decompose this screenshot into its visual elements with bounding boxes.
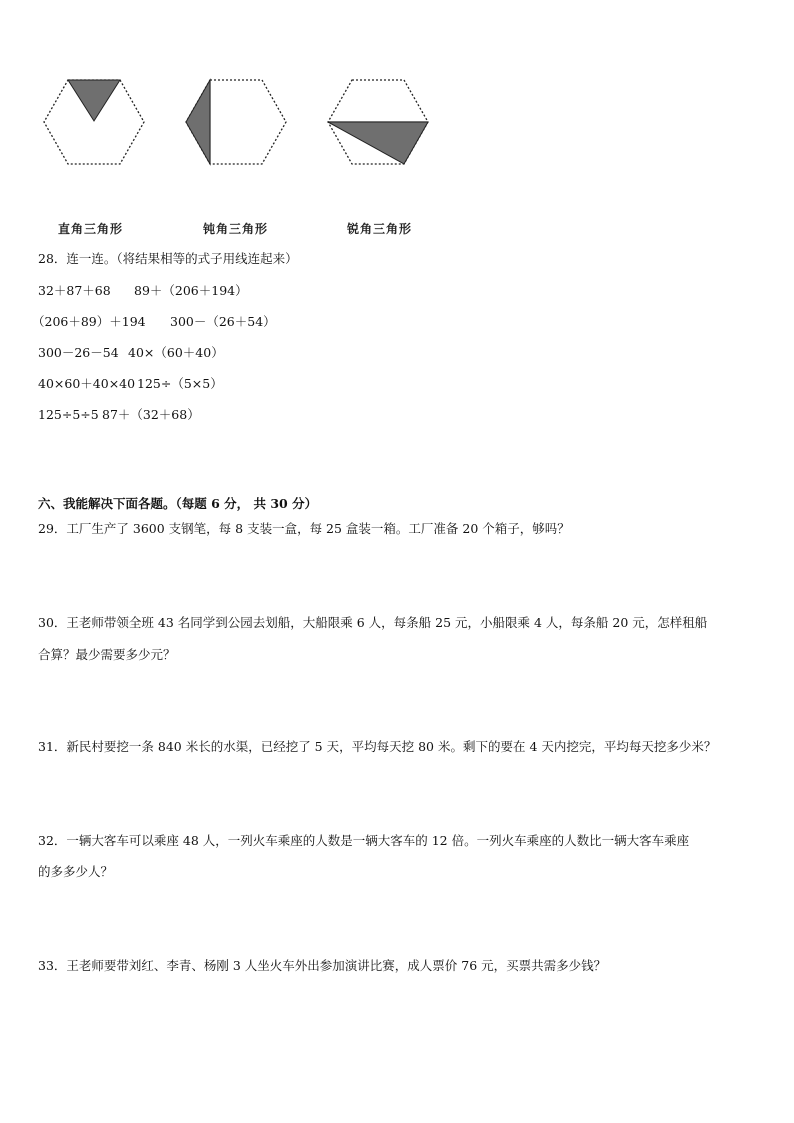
question-31: 31．新民村要挖一条 840 米长的水渠，已经挖了 5 天，平均每天挖 80 米。剩下的要在 4 天内挖完，平均每天挖多少米？ bbox=[38, 739, 717, 754]
q28-left-4: 40×60＋40×40 bbox=[38, 376, 136, 391]
q28-right-2: 300－（26＋54） bbox=[170, 314, 276, 329]
section-heading: 六、我能解决下面各题。（每题 6 分， 共 30 分） bbox=[38, 496, 318, 511]
q28-right-5: 87＋（32＋68） bbox=[102, 407, 200, 422]
figure-label-obtuse: 钝角三角形 bbox=[203, 222, 269, 236]
q28-right-1: 89＋（206＋194） bbox=[134, 283, 248, 298]
q28-left-2: （206＋89）＋194 bbox=[32, 314, 146, 329]
figure-label-right: 直角三角形 bbox=[58, 222, 124, 236]
q28-title: 28．连一连。（将结果相等的式子用线连起来） bbox=[38, 251, 298, 266]
question-30-line1: 30．王老师带领全班 43 名同学到公园去划船，大船限乘 6 人，每条船 25 元，小船限乘 4 人，每条船 20 元，怎样租船 bbox=[38, 615, 708, 630]
q28-left-1: 32＋87＋68 bbox=[38, 283, 111, 298]
figure-label-acute: 锐角三角形 bbox=[347, 222, 413, 236]
q28-left-5: 125÷5÷5 bbox=[38, 407, 99, 422]
q28-left-3: 300－26－54 bbox=[38, 345, 119, 360]
hexagon-right-triangle-icon bbox=[40, 74, 148, 170]
hexagon-obtuse-triangle-icon bbox=[182, 74, 290, 170]
question-30-line2: 合算？最少需要多少元？ bbox=[38, 647, 176, 662]
question-29: 29．工厂生产了 3600 支钢笔，每 8 支装一盒，每 25 盒装一箱。工厂准备 20 个箱子，够吗？ bbox=[38, 521, 570, 536]
question-32-line1: 32．一辆大客车可以乘座 48 人，一列火车乘座的人数是一辆大客车的 12 倍。一列火车乘座的人数比一辆大客车乘座 bbox=[38, 833, 690, 848]
question-32-line2: 的多多少人？ bbox=[38, 864, 114, 879]
q28-right-4: 125÷（5×5） bbox=[137, 376, 223, 391]
hexagon-acute-triangle-icon bbox=[324, 74, 432, 170]
question-33: 33．王老师要带刘红、李青、杨刚 3 人坐火车外出参加演讲比赛，成人票价 76 元，买票共需多少钱？ bbox=[38, 958, 607, 973]
q28-right-3: 40×（60＋40） bbox=[128, 345, 224, 360]
